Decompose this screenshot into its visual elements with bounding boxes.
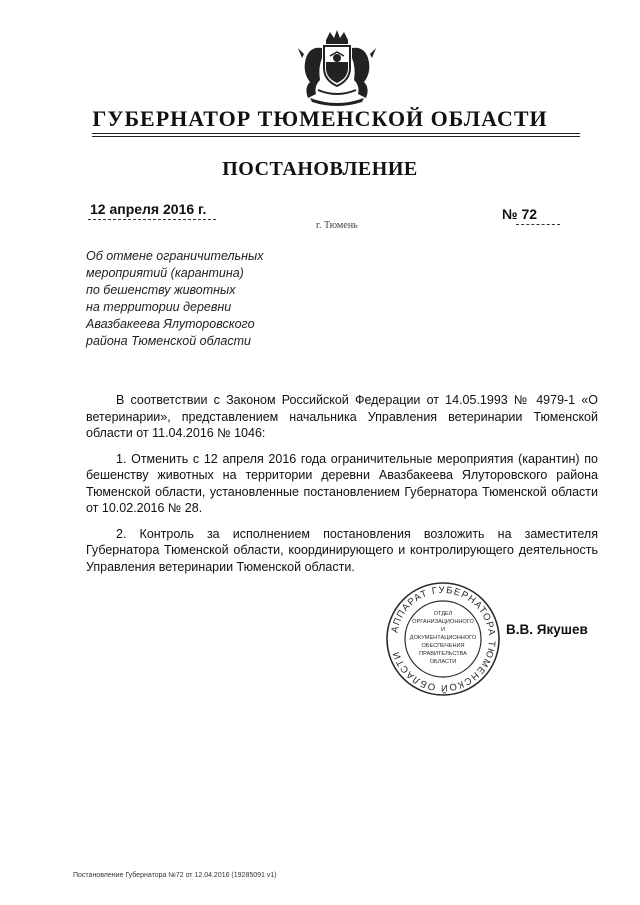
stamp-line: И — [440, 627, 446, 633]
coat-of-arms-icon — [292, 28, 382, 110]
stamp-ring-text: АППАРАТ ГУБЕРНАТОРА ТЮМЕНСКОЙ ОБЛАСТИ — [389, 584, 498, 694]
stamp-line: ОБЕСПЕЧЕНИЯ — [421, 643, 465, 649]
stamp-line: ОРГАНИЗАЦИОННОГО — [412, 619, 474, 625]
stamp-line: ОБЛАСТИ — [429, 659, 457, 665]
document-footer: Постановление Губернатора №72 от 12.04.2016 (19285091 v1) — [73, 872, 277, 879]
subject-line: района Тюменской области — [86, 334, 251, 348]
number-underline — [516, 224, 560, 225]
signatory-name: В.В. Якушев — [506, 622, 588, 637]
stamp-line: ДОКУМЕНТАЦИОННОГО — [409, 635, 477, 641]
stamp-line: ОТДЕЛ — [433, 611, 453, 617]
document-body — [86, 392, 598, 584]
subject-line: на территории деревни — [86, 300, 232, 314]
official-stamp — [384, 580, 502, 698]
document-number: № 72 — [502, 206, 538, 222]
subject-line: Об отмене ограничительных — [86, 249, 264, 263]
preamble-paragraph: В соответствии с Законом Российской Федерации от 14.05.1993 № 4979-1 «О ветеринарии», представлением начальника Управления ветеринарии Тюменской области от 11.04.2016 № 1046: — [86, 393, 598, 440]
header-rule-thin — [92, 136, 580, 137]
stamp-line: ПРАВИТЕЛЬСТВА — [419, 651, 467, 657]
issue-city: г. Тюмень — [316, 220, 358, 231]
date-underline — [88, 219, 216, 220]
issuing-authority: ГУБЕРНАТОР ТЮМЕНСКОЙ ОБЛАСТИ — [92, 106, 548, 131]
document-subject — [86, 248, 326, 350]
header-rule — [92, 133, 580, 134]
document-type: ПОСТАНОВЛЕНИЕ — [222, 158, 418, 180]
document-date: 12 апреля 2016 г. — [90, 201, 207, 217]
clause-1: 1. Отменить с 12 апреля 2016 года ограничительные мероприятия (карантин) по бешенству животных на территории деревни Авазбакеева Ялуторовского района Тюменской области, установленные постановлением Губернатора Тюменской области от 10.02.2016 № 28. — [86, 451, 598, 515]
subject-line: Авазбакеева Ялуторовского — [86, 317, 255, 331]
subject-line: по бешенству животных — [86, 283, 236, 297]
clause-2: 2. Контроль за исполнением постановления возложить на заместителя Губернатора Тюменской области, координирующего и контролирующего деятельность Управления ветеринарии Тюменской области. — [86, 526, 598, 574]
subject-line: мероприятий (карантина) — [86, 266, 244, 280]
